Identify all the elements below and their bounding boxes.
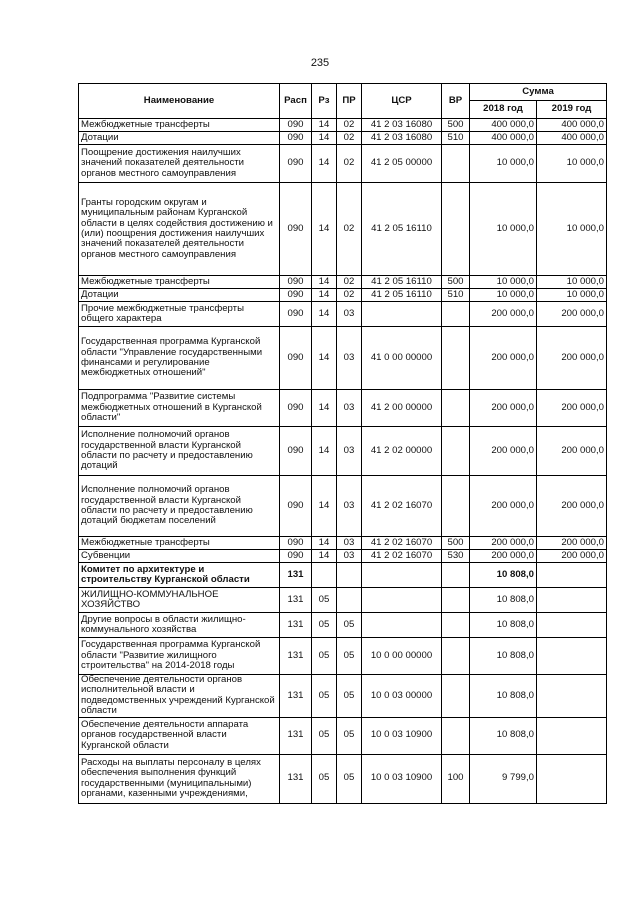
- table-row: [79, 638, 607, 675]
- cell-2019: [537, 638, 607, 675]
- cell-vr: [442, 145, 470, 183]
- cell-vr: 530: [442, 550, 470, 563]
- cell-2019: [537, 613, 607, 638]
- cell-2019: 10 000,0: [537, 289, 607, 302]
- cell-2019: 200 000,0: [537, 427, 607, 476]
- table-row: [79, 145, 607, 183]
- cell-2019: 200 000,0: [537, 476, 607, 537]
- cell-csr: 41 2 03 16080: [362, 119, 442, 132]
- cell-name: Межбюджетные трансферты: [79, 119, 280, 132]
- cell-pr: 03: [337, 427, 362, 476]
- cell-2018: 200 000,0: [470, 427, 537, 476]
- cell-name: Государственная программа Курганской области "Управление государственными финансами и регулирование межбюджетных отношений": [79, 327, 280, 390]
- cell-vr: [442, 390, 470, 427]
- cell-2019: 200 000,0: [537, 327, 607, 390]
- cell-rasp: 090: [280, 327, 312, 390]
- cell-csr: 41 2 05 00000: [362, 145, 442, 183]
- cell-rasp: 090: [280, 302, 312, 327]
- cell-rasp: 090: [280, 427, 312, 476]
- cell-2018: 10 808,0: [470, 563, 537, 588]
- cell-vr: 500: [442, 119, 470, 132]
- cell-rz: 14: [312, 302, 337, 327]
- cell-pr: 03: [337, 327, 362, 390]
- cell-2019: 400 000,0: [537, 132, 607, 145]
- cell-vr: [442, 717, 470, 754]
- cell-2019: [537, 717, 607, 754]
- cell-rz: 05: [312, 638, 337, 675]
- cell-2019: [537, 754, 607, 803]
- cell-2018: 200 000,0: [470, 476, 537, 537]
- cell-name: ЖИЛИЩНО-КОММУНАЛЬНОЕ ХОЗЯЙСТВО: [79, 588, 280, 613]
- cell-2018: 200 000,0: [470, 390, 537, 427]
- header-rasp: Расп: [280, 84, 312, 119]
- cell-2018: 200 000,0: [470, 537, 537, 550]
- cell-vr: 510: [442, 132, 470, 145]
- table-row: [79, 550, 607, 563]
- cell-2018: 400 000,0: [470, 132, 537, 145]
- cell-csr: 41 2 03 16080: [362, 132, 442, 145]
- cell-rasp: 090: [280, 476, 312, 537]
- cell-name: Поощрение достижения наилучших значений показателей деятельности органов местного самоуправления: [79, 145, 280, 183]
- cell-2019: 200 000,0: [537, 390, 607, 427]
- cell-pr: [337, 588, 362, 613]
- cell-rasp: 090: [280, 276, 312, 289]
- cell-2018: 10 808,0: [470, 675, 537, 718]
- cell-2018: 10 000,0: [470, 145, 537, 183]
- cell-rasp: 131: [280, 613, 312, 638]
- cell-2019: 10 000,0: [537, 145, 607, 183]
- cell-pr: 03: [337, 537, 362, 550]
- table-row: [79, 754, 607, 803]
- cell-2019: [537, 588, 607, 613]
- cell-vr: 500: [442, 276, 470, 289]
- cell-csr: 41 2 02 16070: [362, 550, 442, 563]
- cell-name: Подпрограмма "Развитие системы межбюджетных отношений в Курганской области": [79, 390, 280, 427]
- cell-vr: [442, 563, 470, 588]
- cell-2018: 10 000,0: [470, 276, 537, 289]
- cell-vr: [442, 427, 470, 476]
- header-2018: 2018 год: [470, 101, 537, 119]
- cell-csr: 41 2 05 16110: [362, 276, 442, 289]
- cell-name: Прочие межбюджетные трансферты общего характера: [79, 302, 280, 327]
- cell-pr: 05: [337, 675, 362, 718]
- cell-name: Исполнение полномочий органов государственной власти Курганской области по расчету и предоставлению дотаций: [79, 427, 280, 476]
- cell-csr: [362, 302, 442, 327]
- header-sum: Сумма: [470, 84, 607, 101]
- cell-csr: 10 0 03 10900: [362, 754, 442, 803]
- cell-2018: 200 000,0: [470, 302, 537, 327]
- table-row: [79, 476, 607, 537]
- cell-2019: [537, 563, 607, 588]
- table-row: [79, 427, 607, 476]
- cell-pr: 05: [337, 717, 362, 754]
- cell-2019: 200 000,0: [537, 550, 607, 563]
- cell-rasp: 090: [280, 132, 312, 145]
- cell-rz: 05: [312, 588, 337, 613]
- cell-pr: 05: [337, 638, 362, 675]
- cell-pr: 05: [337, 754, 362, 803]
- cell-2019: 200 000,0: [537, 537, 607, 550]
- cell-2018: 10 808,0: [470, 717, 537, 754]
- cell-rz: 14: [312, 427, 337, 476]
- header-pr: ПР: [337, 84, 362, 119]
- cell-csr: [362, 563, 442, 588]
- cell-name: Государственная программа Курганской области "Развитие жилищного строительства" на 2014-2018 годы: [79, 638, 280, 675]
- cell-rasp: 090: [280, 145, 312, 183]
- cell-name: Обеспечение деятельности органов исполнительной власти и подведомственных учреждений Курганской области: [79, 675, 280, 718]
- cell-rasp: 131: [280, 754, 312, 803]
- cell-rasp: 131: [280, 717, 312, 754]
- table-row: [79, 289, 607, 302]
- cell-2018: 200 000,0: [470, 550, 537, 563]
- cell-pr: 03: [337, 476, 362, 537]
- cell-2018: 400 000,0: [470, 119, 537, 132]
- cell-name: Другие вопросы в области жилищно-коммунального хозяйства: [79, 613, 280, 638]
- cell-rz: 14: [312, 132, 337, 145]
- cell-vr: [442, 302, 470, 327]
- cell-pr: [337, 563, 362, 588]
- cell-rz: 05: [312, 754, 337, 803]
- cell-pr: 03: [337, 390, 362, 427]
- cell-rz: 14: [312, 537, 337, 550]
- cell-csr: 41 0 00 00000: [362, 327, 442, 390]
- cell-rasp: 131: [280, 675, 312, 718]
- table-row: [79, 675, 607, 718]
- cell-2018: 10 000,0: [470, 183, 537, 276]
- cell-vr: [442, 675, 470, 718]
- table-row: [79, 717, 607, 754]
- table-row: [79, 588, 607, 613]
- cell-pr: 02: [337, 276, 362, 289]
- cell-vr: [442, 613, 470, 638]
- cell-2018: 10 808,0: [470, 638, 537, 675]
- table-row: [79, 132, 607, 145]
- cell-rz: 05: [312, 675, 337, 718]
- cell-2019: 200 000,0: [537, 302, 607, 327]
- cell-rz: 14: [312, 476, 337, 537]
- cell-csr: [362, 588, 442, 613]
- cell-rasp: 090: [280, 119, 312, 132]
- cell-csr: 10 0 03 10900: [362, 717, 442, 754]
- cell-vr: [442, 327, 470, 390]
- table-row: [79, 613, 607, 638]
- header-name: Наименование: [79, 84, 280, 119]
- cell-vr: [442, 588, 470, 613]
- cell-vr: [442, 638, 470, 675]
- cell-rz: 05: [312, 613, 337, 638]
- cell-rz: 14: [312, 550, 337, 563]
- header-csr: ЦСР: [362, 84, 442, 119]
- cell-csr: 41 2 02 16070: [362, 476, 442, 537]
- table-row: [79, 183, 607, 276]
- cell-name: Исполнение полномочий органов государственной власти Курганской области по расчету и предоставлению дотаций бюджетам поселений: [79, 476, 280, 537]
- cell-rasp: 131: [280, 588, 312, 613]
- cell-rasp: 090: [280, 289, 312, 302]
- cell-name: Межбюджетные трансферты: [79, 276, 280, 289]
- cell-name: Расходы на выплаты персоналу в целях обеспечения выполнения функций государственными (муниципальными) органами, казенными учреждениями,: [79, 754, 280, 803]
- cell-vr: 500: [442, 537, 470, 550]
- cell-vr: 510: [442, 289, 470, 302]
- cell-rasp: 131: [280, 638, 312, 675]
- cell-2018: 10 808,0: [470, 588, 537, 613]
- cell-name: Межбюджетные трансферты: [79, 537, 280, 550]
- cell-csr: 41 2 02 16070: [362, 537, 442, 550]
- cell-2018: 10 000,0: [470, 289, 537, 302]
- budget-table: [78, 83, 607, 804]
- cell-pr: 02: [337, 119, 362, 132]
- cell-rz: 14: [312, 390, 337, 427]
- cell-name: Обеспечение деятельности аппарата органов государственной власти Курганской области: [79, 717, 280, 754]
- cell-2019: [537, 675, 607, 718]
- cell-2019: 10 000,0: [537, 183, 607, 276]
- cell-pr: 05: [337, 613, 362, 638]
- cell-vr: [442, 183, 470, 276]
- cell-vr: 100: [442, 754, 470, 803]
- header-2019: 2019 год: [537, 101, 607, 119]
- cell-csr: 41 2 05 16110: [362, 183, 442, 276]
- table-row: [79, 563, 607, 588]
- cell-rz: 14: [312, 119, 337, 132]
- cell-pr: 03: [337, 302, 362, 327]
- cell-rz: [312, 563, 337, 588]
- cell-rasp: 090: [280, 537, 312, 550]
- table-row: [79, 537, 607, 550]
- cell-pr: 02: [337, 183, 362, 276]
- page-number: 235: [310, 57, 330, 69]
- cell-csr: [362, 613, 442, 638]
- cell-csr: 41 2 02 00000: [362, 427, 442, 476]
- cell-2018: 9 799,0: [470, 754, 537, 803]
- cell-2018: 200 000,0: [470, 327, 537, 390]
- cell-name: Субвенции: [79, 550, 280, 563]
- cell-rasp: 090: [280, 390, 312, 427]
- cell-csr: 41 2 05 16110: [362, 289, 442, 302]
- cell-name: Гранты городским округам и муниципальным районам Курганской области в целях содействия достижению и (или) поощрения достижения наилучших значений показателей деятельности органов местного самоуправления: [79, 183, 280, 276]
- cell-rasp: 090: [280, 550, 312, 563]
- header-vr: ВР: [442, 84, 470, 119]
- cell-2019: 400 000,0: [537, 119, 607, 132]
- cell-rz: 14: [312, 327, 337, 390]
- cell-rz: 14: [312, 183, 337, 276]
- header-rz: Рз: [312, 84, 337, 119]
- cell-rz: 14: [312, 145, 337, 183]
- cell-name: Дотации: [79, 289, 280, 302]
- cell-csr: 10 0 00 00000: [362, 638, 442, 675]
- table-row: [79, 276, 607, 289]
- cell-2018: 10 808,0: [470, 613, 537, 638]
- cell-rasp: 090: [280, 183, 312, 276]
- table-row: [79, 327, 607, 390]
- cell-csr: 10 0 03 00000: [362, 675, 442, 718]
- cell-rz: 14: [312, 289, 337, 302]
- cell-rasp: 131: [280, 563, 312, 588]
- table-row: [79, 119, 607, 132]
- cell-vr: [442, 476, 470, 537]
- cell-rz: 14: [312, 276, 337, 289]
- header-row: [79, 84, 607, 101]
- cell-csr: 41 2 00 00000: [362, 390, 442, 427]
- table-row: [79, 390, 607, 427]
- cell-2019: 10 000,0: [537, 276, 607, 289]
- cell-pr: 02: [337, 289, 362, 302]
- cell-name: Дотации: [79, 132, 280, 145]
- cell-pr: 03: [337, 550, 362, 563]
- table-row: [79, 302, 607, 327]
- cell-rz: 05: [312, 717, 337, 754]
- cell-pr: 02: [337, 132, 362, 145]
- cell-name: Комитет по архитектуре и строительству Курганской области: [79, 563, 280, 588]
- cell-pr: 02: [337, 145, 362, 183]
